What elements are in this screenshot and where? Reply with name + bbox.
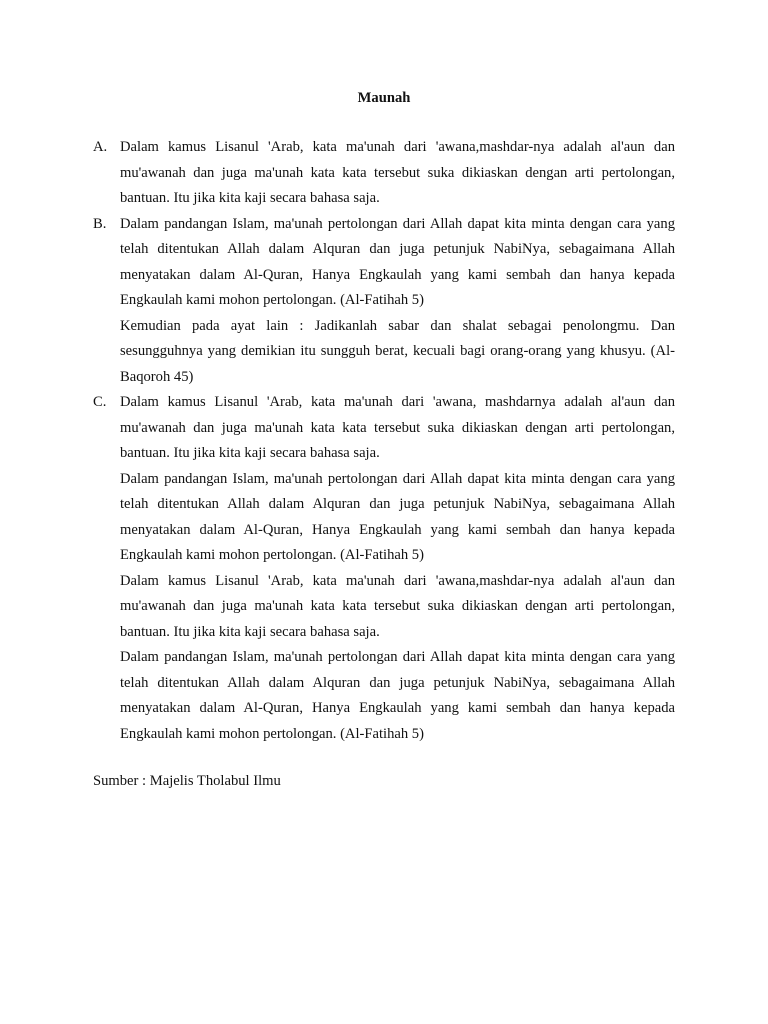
content-list — [93, 135, 675, 747]
list-item-c — [93, 390, 675, 747]
document-title: Maunah — [357, 90, 411, 106]
paragraph: Kemudian pada ayat lain : Jadikanlah sabar dan shalat sebagai penolongmu. Dan sesungguhnya yang demikian itu sungguh berat, kecuali bagi orang-orang yang khusyu. (Al-Baqoroh 45) — [120, 317, 675, 385]
list-item-a — [93, 135, 675, 212]
list-marker: C. — [93, 394, 107, 410]
list-item-b — [93, 212, 675, 391]
paragraph: Dalam kamus Lisanul 'Arab, kata ma'unah dari 'awana,mashdar-nya adalah al'aun dan mu'awanah dan juga ma'unah kata kata tersebut suka dikiaskan dengan arti pertolongan, bantuan. Itu jika kita kaji secara bahasa saja. — [120, 139, 675, 206]
paragraph: Dalam kamus Lisanul 'Arab, kata ma'unah dari 'awana, mashdarnya adalah al'aun dan mu'awanah dan juga ma'unah kata kata tersebut suka dikiaskan dengan arti pertolongan, bantuan. Itu jika kita kaji secara bahasa saja. — [120, 394, 675, 461]
paragraph: Dalam kamus Lisanul 'Arab, kata ma'unah dari 'awana,mashdar-nya adalah al'aun dan mu'awanah dan juga ma'unah kata kata tersebut suka dikiaskan dengan arti pertolongan, bantuan. Itu jika kita kaji secara bahasa saja. — [120, 572, 675, 640]
paragraph: Dalam pandangan Islam, ma'unah pertolongan dari Allah dapat kita minta dengan cara yang telah ditentukan Allah dalam Alquran dan juga petunjuk NabiNya, sebagaimana Allah menyatakan dalam Al-Quran, Hanya Engkaulah yang kami sembah dan hanya kepada Engkaulah kami mohon pertolongan. (Al-Fatihah 5) — [120, 215, 675, 308]
paragraph: Dalam pandangan Islam, ma'unah pertolongan dari Allah dapat kita minta dengan cara yang telah ditentukan Allah dalam Alquran dan juga petunjuk NabiNya, sebagaimana Allah menyatakan dalam Al-Quran, Hanya Engkaulah yang kami sembah dan hanya kepada Engkaulah kami mohon pertolongan. (Al-Fatihah 5) — [120, 649, 675, 742]
paragraph: Dalam pandangan Islam, ma'unah pertolongan dari Allah dapat kita minta dengan cara yang telah ditentukan Allah dalam Alquran dan juga petunjuk NabiNya, sebagaimana Allah menyatakan dalam Al-Quran, Hanya Engkaulah yang kami sembah dan hanya kepada Engkaulah kami mohon pertolongan. (Al-Fatihah 5) — [120, 470, 675, 563]
source-line: Sumber : Majelis Tholabul Ilmu — [93, 773, 281, 789]
list-marker: B. — [93, 215, 107, 232]
list-marker: A. — [93, 139, 108, 155]
